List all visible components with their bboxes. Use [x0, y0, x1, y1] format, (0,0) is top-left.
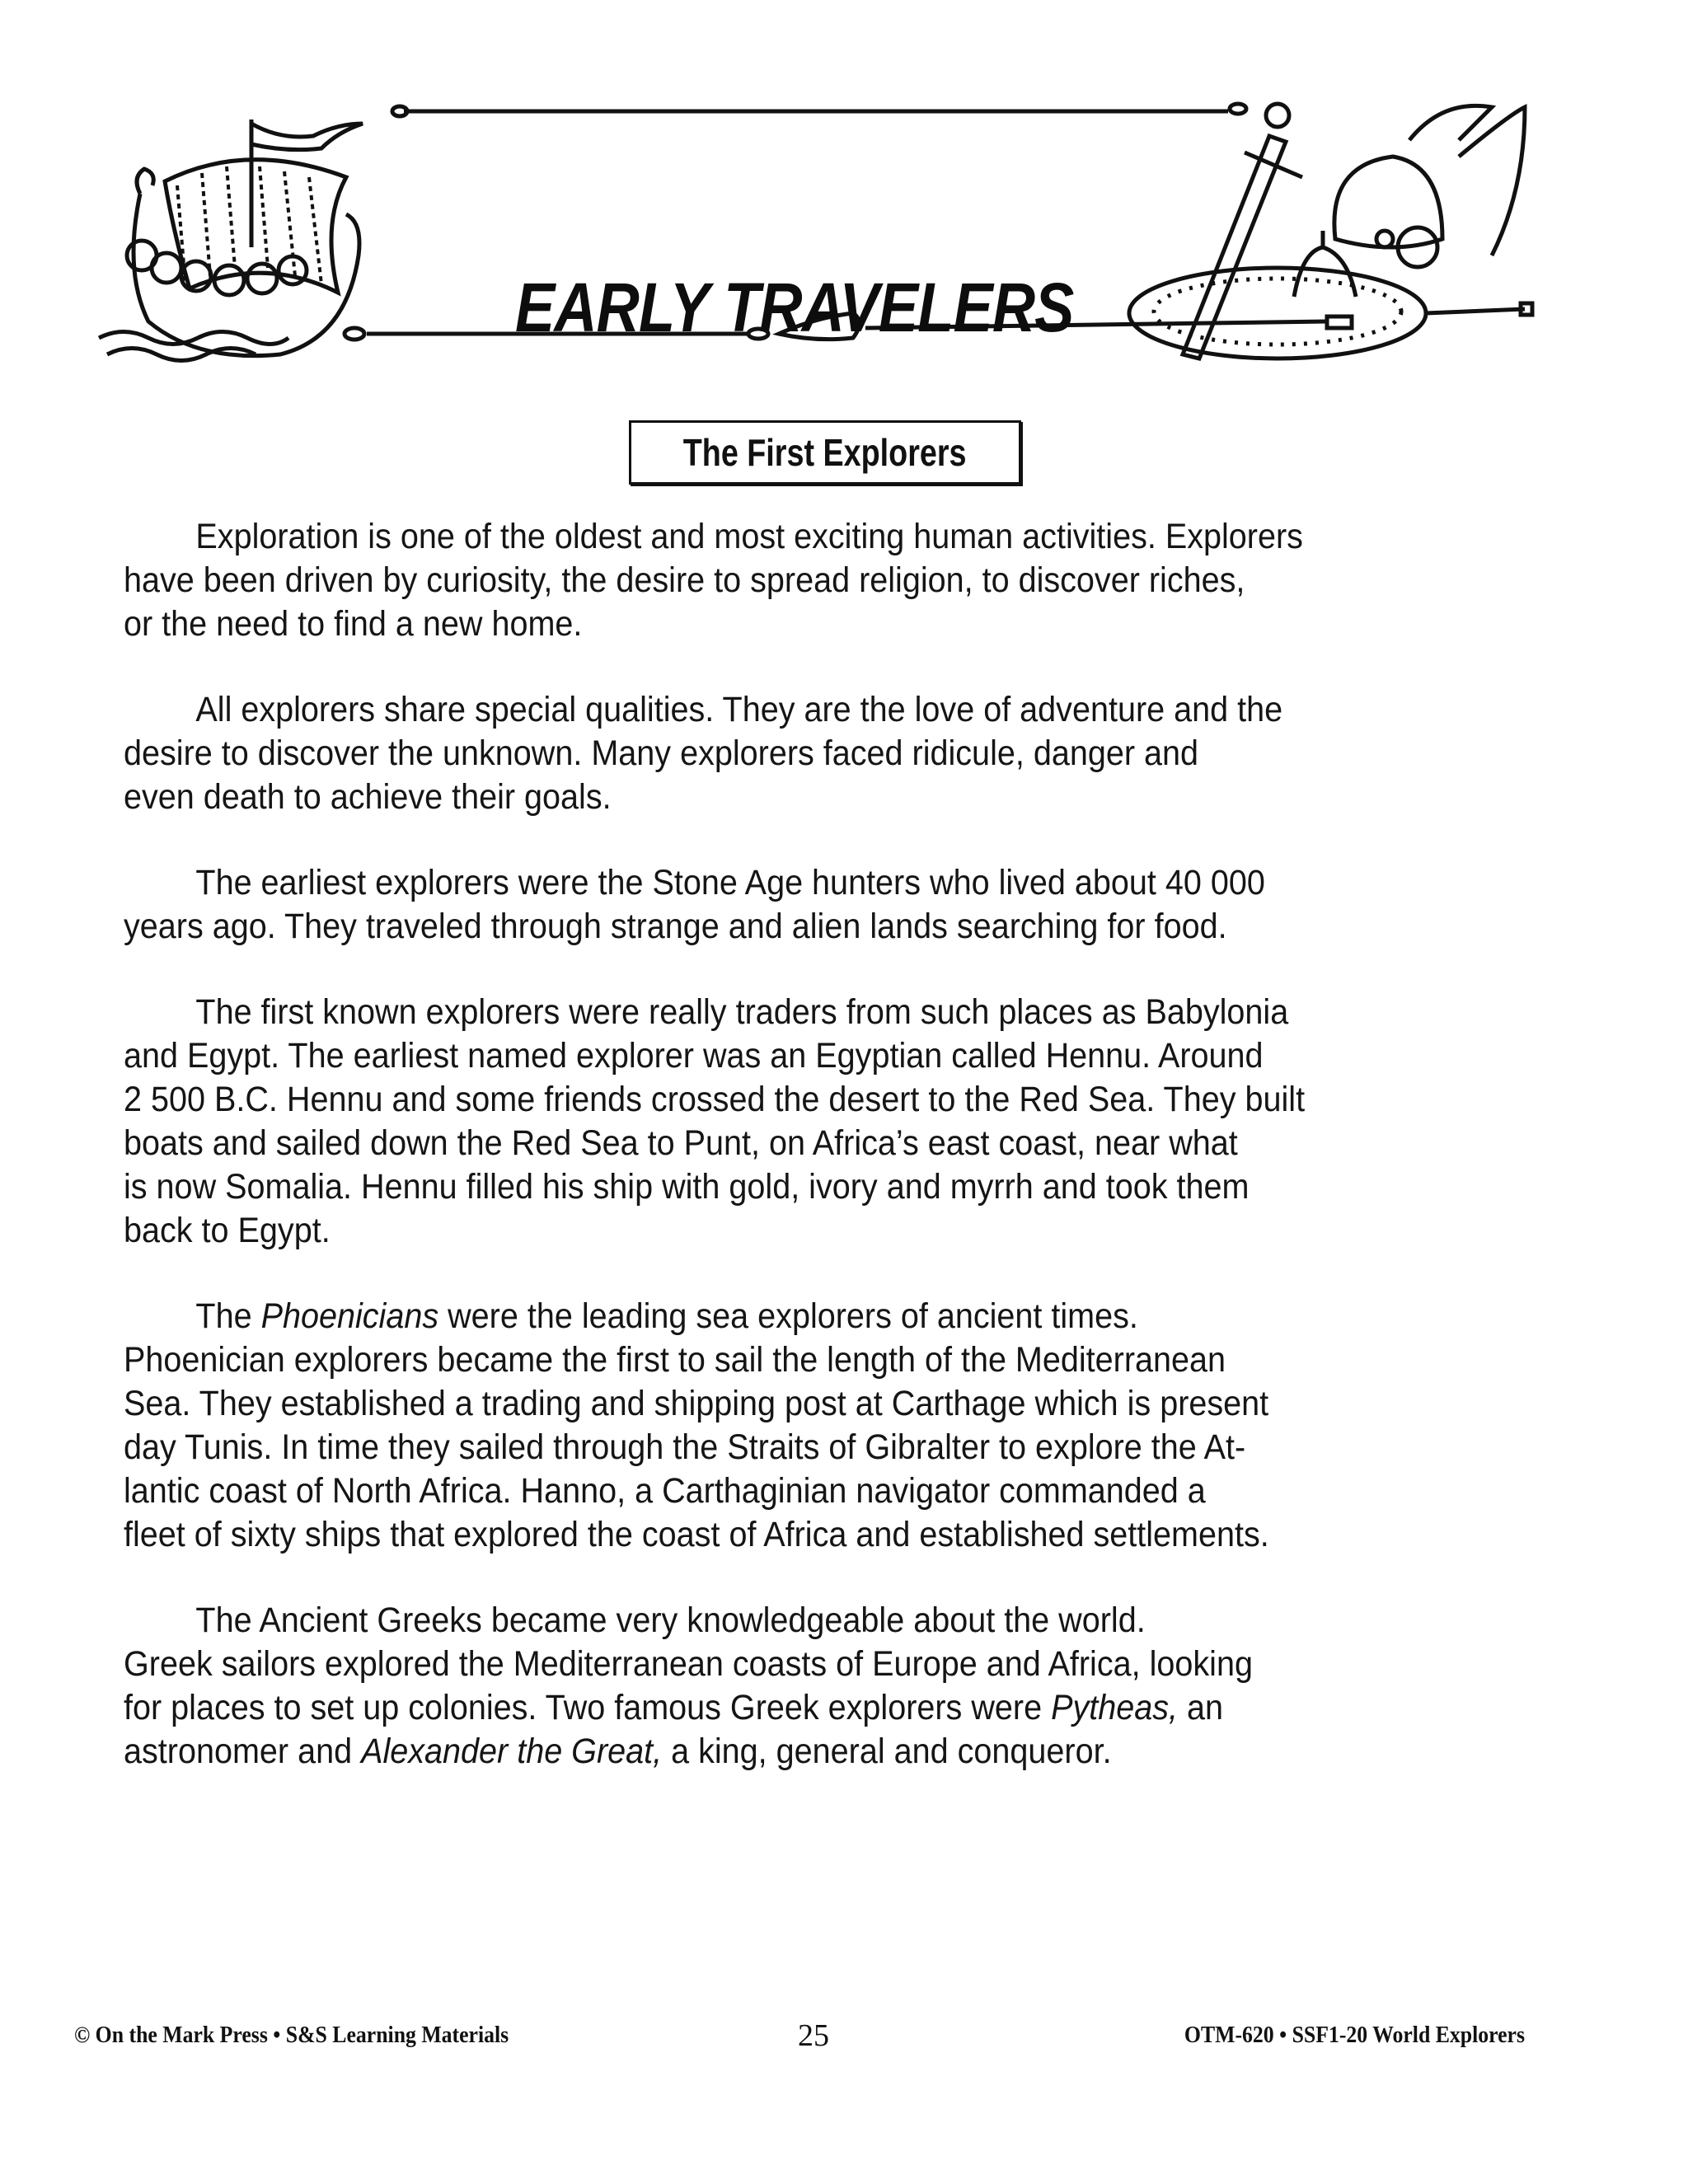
paragraph-5: [124, 1295, 1525, 1557]
text-line: Phoenician explorers became the first to sail the length of the Mediterranean: [124, 1340, 1226, 1380]
section-title: The First Explorers: [683, 431, 967, 474]
text-line: Exploration is one of the oldest and most exciting human activities. Explorers: [195, 517, 1303, 556]
text-run: astronomer and: [124, 1732, 362, 1771]
text-run: an: [1178, 1688, 1224, 1727]
text-line: lantic coast of North Africa. Hanno, a Carthaginian navigator commanded a: [124, 1471, 1206, 1511]
text-line: The first known explorers were really traders from such places as Babylonia: [195, 992, 1289, 1032]
article-body: [124, 515, 1525, 1816]
paragraph-4: [124, 991, 1525, 1253]
text-line: back to Egypt.: [124, 1211, 331, 1250]
page-number: 25: [798, 2018, 829, 2053]
page-title: EARLY TRAVELERS: [515, 269, 1074, 346]
text-line: and Egypt. The earliest named explorer was an Egyptian called Hennu. Around: [124, 1036, 1264, 1076]
text-line: boats and sailed down the Red Sea to Punt, on Africa’s east coast, near what: [124, 1123, 1238, 1163]
paragraph-2: [124, 688, 1525, 819]
text-run: The: [195, 1296, 261, 1336]
text-line: is now Somalia. Hennu filled his ship with gold, ivory and myrrh and took them: [124, 1167, 1250, 1207]
italic-term: Pytheas,: [1051, 1688, 1179, 1727]
text-line: even death to achieve their goals.: [124, 777, 612, 817]
text-line: fleet of sixty ships that explored the coast of Africa and established settlements.: [124, 1515, 1269, 1554]
text-line: 2 500 B.C. Hennu and some friends crossed the desert to the Red Sea. They built: [124, 1080, 1306, 1119]
italic-term: Phoenicians: [260, 1296, 439, 1336]
text-line: [124, 1295, 1413, 1338]
text-run: for places to set up colonies. Two famous Greek explorers were: [124, 1688, 1052, 1727]
copyright-text: © On the Mark Press • S&S Learning Materials: [74, 2022, 509, 2048]
italic-term: Alexander the Great,: [361, 1732, 663, 1771]
text-line: desire to discover the unknown. Many explorers faced ridicule, danger and: [124, 733, 1199, 773]
text-line: [124, 1686, 1413, 1730]
text-line: The earliest explorers were the Stone Age hunters who lived about 40 000: [195, 863, 1265, 902]
paragraph-6: [124, 1599, 1525, 1774]
text-line: [124, 1730, 1413, 1774]
text-line: or the need to find a new home.: [124, 604, 583, 644]
banner-header: [74, 91, 1541, 387]
page-footer: [74, 2018, 1525, 2053]
text-line: day Tunis. In time they sailed through the Straits of Gibralter to explore the At-: [124, 1427, 1246, 1467]
text-line: The Ancient Greeks became very knowledgeable about the world.: [195, 1601, 1146, 1640]
text-line: All explorers share special qualities. They are the love of adventure and the: [195, 690, 1283, 729]
viking-ship-icon: [99, 120, 363, 361]
paragraph-1: [124, 515, 1525, 646]
text-run: were the leading sea explorers of ancient times.: [438, 1296, 1138, 1336]
text-run: a king, general and conqueror.: [662, 1732, 1112, 1771]
text-line: years ago. They traveled through strange and alien lands searching for food.: [124, 907, 1227, 946]
section-heading-box: [629, 420, 1021, 485]
paragraph-3: [124, 861, 1525, 949]
text-line: Sea. They established a trading and shipping post at Carthage which is present: [124, 1384, 1269, 1423]
text-line: have been driven by curiosity, the desire to spread religion, to discover riches,: [124, 560, 1245, 600]
text-line: Greek sailors explored the Mediterranean coasts of Europe and Africa, looking: [124, 1644, 1253, 1684]
sword-helmet-shield-icon: [1129, 104, 1532, 359]
publication-code: OTM-620 • SSF1-20 World Explorers: [1184, 2022, 1525, 2048]
